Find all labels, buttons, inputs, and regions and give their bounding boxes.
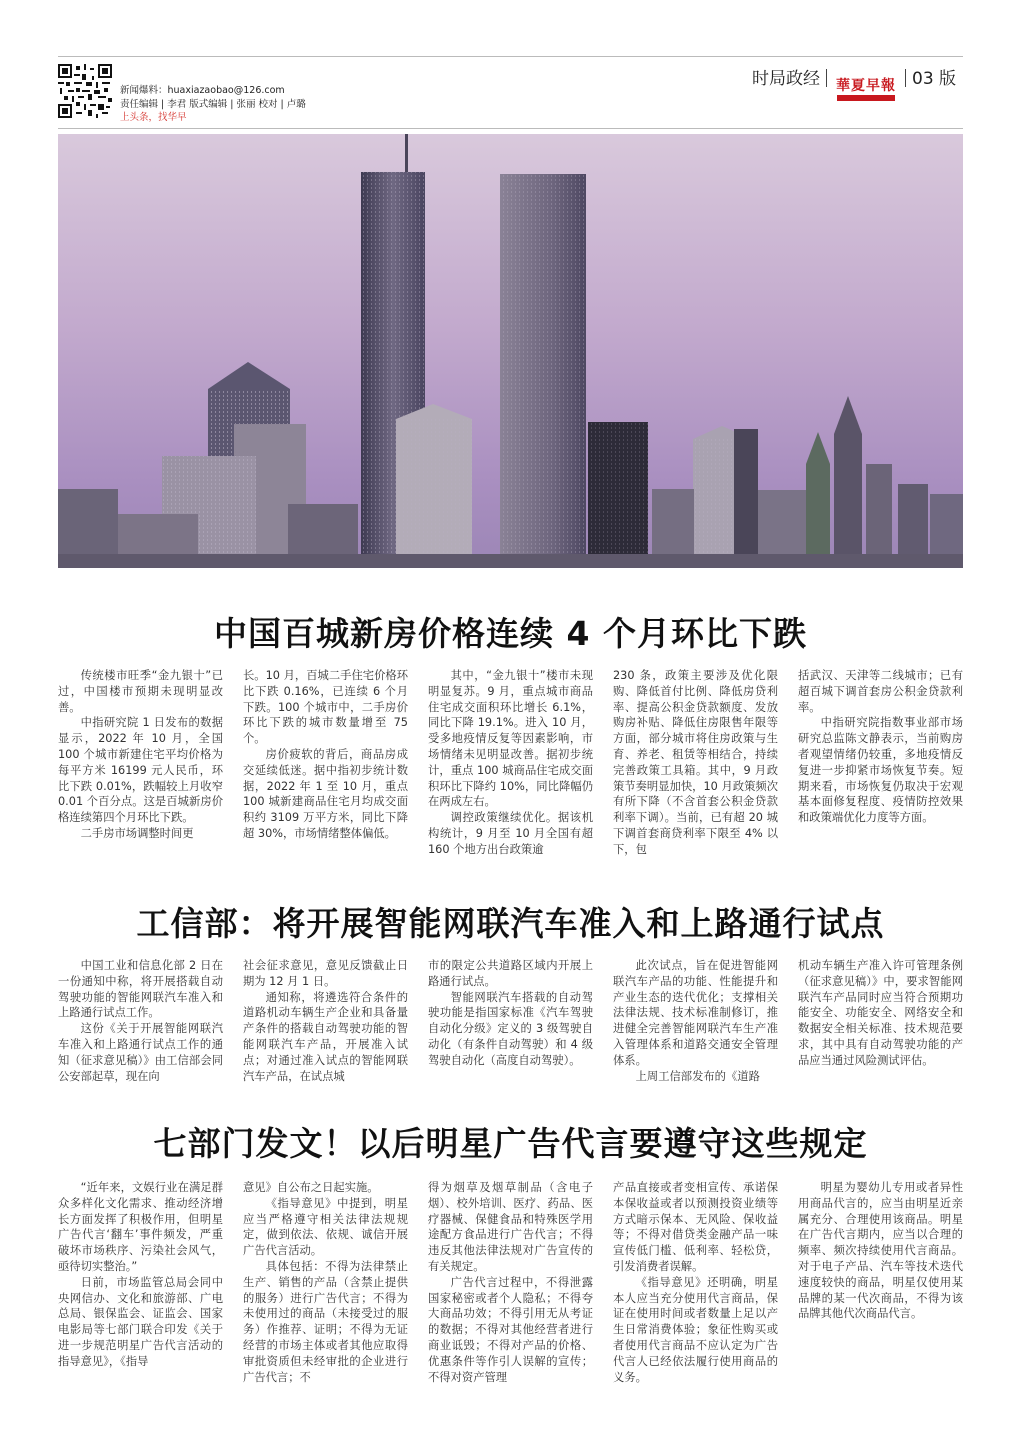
paragraph: 市的限定公共道路区域内开展上路通行试点。	[428, 959, 593, 988]
article-celebrity-ads-body	[58, 1180, 963, 1385]
paragraph: 意见》自公布之日起实施。	[243, 1181, 379, 1194]
paragraph: 230 条，政策主要涉及优化限购、降低首付比例、降低房贷利率、提高公积金贷款额度、发放购房补贴、降低住房限售年限等方面，部分城市将住房政策与生育、养老、租赁等相结合，持续完善政策工具箱。其中，9 月政策节奏明显加快，10 月政策频次有所下降（不含首套公积金贷款利率下调）。当前，已有超 20 城下调首套商贷利率下限至 4% 以下，包	[613, 669, 778, 856]
paragraph: 明星为婴幼儿专用或者异性用商品代言的，应当由明星近亲属充分、合理使用该商品。明星在广告代言期内，应当以合理的频率、频次持续使用代言商品。对于电子产品、汽车等技术迭代速度较快的商品，明星仅使用某品牌的某一代次商品，不得为该品牌其他代次商品代言。	[798, 1181, 963, 1321]
paragraph: “近年来，文娱行业在满足群众多样化文化需求、推动经济增长方面发挥了积极作用，但明星广告代言‘翻车’事件频发，严重破坏市场秩序、污染社会风气，亟待切实整治。”	[58, 1181, 223, 1273]
paragraph: 中指研究院指数事业部市场研究总监陈文静表示，当前购房者观望情绪仍较重，多地疫情反复进一步抑紧市场恢复节奏。短期来看，市场恢复仍取决于宏观基本面修复程度、疫情防控效果和政策端优化力度等方面。	[798, 716, 963, 825]
page-number: 03 版	[912, 69, 957, 89]
paragraph: 社会征求意见，意见反馈截止日期为 12 月 1 日。	[243, 959, 408, 988]
article-column	[243, 958, 408, 1084]
editor-credits: 责任编辑 | 李君 版式编辑 | 张丽 校对 | 卢璐	[120, 98, 306, 110]
article-column	[243, 668, 408, 858]
newspaper-logo	[833, 78, 899, 102]
paragraph: 通知称，将遴选符合条件的道路机动车辆生产企业和具备量产条件的搭载自动驾驶功能的智能网联汽车产品，开展准入试点；对通过准入试点的智能网联汽车产品，在试点城	[243, 990, 408, 1083]
paragraph: 具体包括：不得为法律禁止生产、销售的产品（含禁止提供的服务）进行广告代言；不得为未使用过的商品（未接受过的服务）作推荐、证明；不得为无证经营的市场主体或者其他应取得审批资质但未经审批的企业进行广告代言；不	[243, 1259, 408, 1384]
article-column	[58, 668, 223, 858]
article-column	[613, 958, 778, 1084]
newspaper-logo-text: 華夏早報	[836, 78, 896, 94]
headline-housing-prices: 中国百城新房价格连续 4 个月环比下跌	[214, 614, 807, 653]
article-column	[428, 958, 593, 1084]
section-name: 时局政经	[752, 69, 820, 89]
paragraph: 其中，“金九银十”楼市未现明显复苏。9 月，重点城市商品住宅成交面积环比增长 6.1%，同比下降 19.1%。进入 10 月，受多地疫情反复等因素影响，市场情绪未见明显改善。据初步统计，重点 100 城商品住宅成交面积环比下降约 10%，同比降幅仍在两成左右。	[428, 669, 593, 809]
paragraph: 智能网联汽车搭载的自动驾驶功能是指国家标准《汽车驾驶自动化分级》定义的 3 级驾驶自动化（有条件自动驾驶）和 4 级驾驶自动化（高度自动驾驶）。	[428, 990, 593, 1067]
paragraph: 调控政策继续优化。据该机构统计，9 月至 10 月全国有超 160 个地方出台政策逾	[428, 811, 593, 856]
paragraph: 房价疲软的背后，商品房成交延续低迷。据中指初步统计数据，2022 年 1 至 10 月，重点 100 城新建商品住宅月均成交面积约 3109 万平方米，同比下降超 30%，市场情绪整体偏低。	[243, 747, 408, 840]
paragraph: 《指导意见》中提到，明星应当严格遵守相关法律法规规定，做到依法、依规、诚信开展广告代言活动。	[243, 1196, 408, 1258]
article-column	[428, 668, 593, 858]
article-column	[798, 1180, 963, 1385]
paragraph: 日前，市场监管总局会同中央网信办、文化和旅游部、广电总局、银保监会、证监会、国家电影局等七部门联合印发《关于进一步规范明星广告代言活动的指导意见》，《指导	[58, 1275, 223, 1368]
qr-code-icon	[58, 64, 112, 118]
article-column	[798, 958, 963, 1084]
article-column	[58, 1180, 223, 1385]
paragraph: 机动车辆生产准入许可管理条例（征求意见稿）》中，要求智能网联汽车产品同时应当符合预期功能安全、功能安全、网络安全和数据安全相关标准、技术规范要求，其中具有自动驾驶功能的产品应当通过风险测试评估。	[798, 959, 963, 1067]
paragraph: 传统楼市旺季“金九银十”已过，中国楼市预期未现明显改善。	[58, 669, 223, 714]
paragraph: 中国工业和信息化部 2 日在一份通知中称，将开展搭载自动驾驶功能的智能网联汽车准入和上路通行试点工作。	[58, 959, 223, 1020]
article-column	[58, 958, 223, 1084]
divider	[905, 69, 906, 87]
slogan: 上头条，找华早	[120, 112, 187, 123]
section-header	[752, 64, 956, 102]
divider	[826, 69, 827, 87]
headline-smart-cars: 工信部：将开展智能网联汽车准入和上路通行试点	[136, 904, 885, 943]
article-housing-body	[58, 668, 963, 858]
paragraph: 产品直接或者变相宣传、承诺保本保收益或者以预测投资业绩等方式暗示保本、无风险、保收益等；不得对借贷类金融产品一味宣传低门槛、低利率、轻松贷，引发消费者误解。	[613, 1181, 778, 1273]
header-rule	[58, 128, 963, 129]
article-column	[798, 668, 963, 858]
article-column	[428, 1180, 593, 1385]
paragraph: 长。10 月，百城二手住宅价格环比下跌 0.16%，已连续 6 个月下跌。100 个城市中，二手房价环比下跌的城市数量增至 75 个。	[243, 669, 408, 746]
paragraph: 这份《关于开展智能网联汽车准入和上路通行试点工作的通知（征求意见稿）》由工信部会同公安部起草，现在向	[58, 1022, 223, 1083]
contact-block	[120, 84, 306, 125]
skyline-photo	[58, 134, 963, 568]
paragraph: 广告代言过程中，不得泄露国家秘密或者个人隐私；不得夸大商品功效；不得引用无从考证的数据；不得对其他经营者进行商业诋毁；不得对产品的价格、优惠条件等作引人误解的宣传；不得对资产管理	[428, 1275, 593, 1384]
article-column	[613, 668, 778, 858]
tip-email: 新闻爆料：huaxiazaobao@126.com	[120, 85, 285, 96]
paragraph: 得为烟草及烟草制品（含电子烟）、校外培训、医疗、药品、医疗器械、保健食品和特殊医学用途配方食品进行广告代言；不得违反其他法律法规对广告宣传的有关规定。	[428, 1181, 593, 1273]
paragraph: 括武汉、天津等二线城市；已有超百城下调首套房公积金贷款利率。	[798, 669, 963, 714]
headline-celebrity-ads: 七部门发文！以后明星广告代言要遵守这些规定	[153, 1124, 868, 1163]
top-rule	[58, 56, 963, 57]
paragraph: 此次试点，旨在促进智能网联汽车产品的功能、性能提升和产业生态的迭代优化；支撑相关法律法规、技术标准制修订，推进健全完善智能网联汽车生产准入管理体系和道路交通安全管理体系。	[613, 959, 778, 1067]
article-column	[243, 1180, 408, 1385]
article-smart-cars-body	[58, 958, 963, 1084]
paragraph: 二手房市场调整时间更	[80, 826, 194, 840]
logo-strip	[837, 95, 895, 101]
article-column	[613, 1180, 778, 1385]
paragraph: 上周工信部发布的《道路	[635, 1069, 760, 1083]
paragraph: 《指导意见》还明确，明星本人应当充分使用代言商品，保证在使用时间或者数量上足以产生日常消费体验；象征性购买或者使用代言商品不应认定为广告代言人已经依法履行使用商品的义务。	[613, 1275, 778, 1384]
paragraph: 中指研究院 1 日发布的数据显示，2022 年 10 月，全国 100 个城市新建住宅平均价格为每平方米 16199 元人民币，环比下跌 0.01%，跌幅较上月收窄 0.01 个百分点。这是百城新房价格连续第四个月环比下跌。	[58, 716, 223, 825]
